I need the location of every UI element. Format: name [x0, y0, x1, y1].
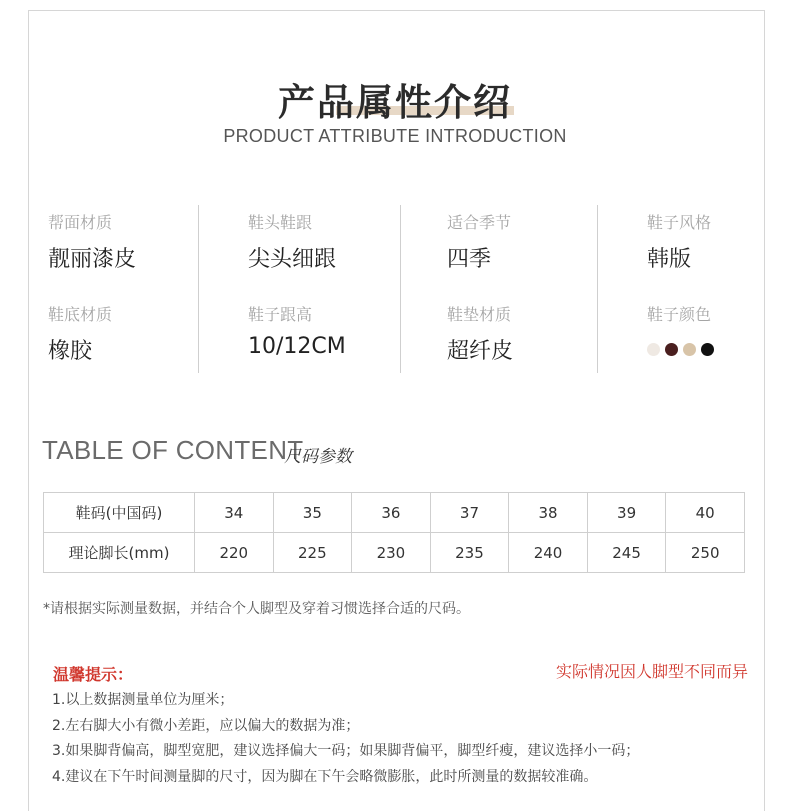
- attr-label-upper-material: 帮面材质: [48, 213, 113, 232]
- color-swatch: [701, 343, 714, 356]
- table-cell: 37: [430, 493, 509, 533]
- attr-value-insole-material: 超纤皮: [447, 339, 514, 364]
- row-header-shoe-size: 鞋码(中国码): [44, 493, 195, 533]
- attr-label-style: 鞋子风格: [647, 213, 712, 232]
- list-item: 2.左右脚大小有微小差距，应以偏大的数据为准；: [52, 717, 360, 734]
- table-cell: 40: [666, 493, 745, 533]
- table-cell: 225: [273, 533, 352, 573]
- table-cell: 245: [587, 533, 666, 573]
- tips-highlight: 实际情况因人脚型不同而异: [555, 662, 748, 681]
- attr-label-insole-material: 鞋垫材质: [447, 305, 512, 324]
- table-row: [44, 493, 745, 533]
- table-cell: 220: [195, 533, 274, 573]
- table-cell: 35: [273, 493, 352, 533]
- attribute-grid: [48, 205, 768, 373]
- list-item: 4.建议在下午时间测量脚的尺寸，因为脚在下午会略微膨胀，此时所测量的数据较准确。: [52, 768, 598, 785]
- table-cell: 250: [666, 533, 745, 573]
- table-cell: 230: [352, 533, 431, 573]
- page-title: 产品属性介绍: [278, 81, 512, 124]
- table-cell: 235: [430, 533, 509, 573]
- list-item: 1.以上数据测量单位为厘米；: [52, 692, 234, 708]
- table-cell: 36: [352, 493, 431, 533]
- table-cell: 38: [509, 493, 588, 533]
- attr-label-sole-material: 鞋底材质: [48, 305, 113, 324]
- color-swatch: [683, 343, 696, 356]
- column-divider: [400, 205, 401, 373]
- tips-title: 温馨提示：: [53, 665, 134, 684]
- size-note: *请根据实际测量数据，并结合个人脚型及穿着习惯选择合适的尺码。: [43, 601, 470, 617]
- table-row: [44, 533, 745, 573]
- color-swatch: [647, 343, 660, 356]
- attr-value-season: 四季: [447, 247, 492, 272]
- list-item: 3.如果脚背偏高，脚型宽肥，建议选择偏大一码；如果脚背偏平，脚型纤瘦，建议选择小一码；: [52, 743, 640, 759]
- attr-label-toe-heel: 鞋头鞋跟: [248, 213, 313, 232]
- table-cell: 34: [195, 493, 274, 533]
- color-swatch: [665, 343, 678, 356]
- page-subtitle: PRODUCT ATTRIBUTE INTRODUCTION: [223, 126, 567, 146]
- attr-label-heel-height: 鞋子跟高: [248, 305, 313, 324]
- tips-list: [52, 690, 639, 792]
- attr-value-style: 韩版: [647, 247, 692, 272]
- size-table: [43, 492, 745, 573]
- table-cell: 240: [509, 533, 588, 573]
- attr-value-sole-material: 橡胶: [48, 339, 93, 364]
- attr-value-heel-height: 10/12CM: [248, 334, 346, 359]
- row-header-foot-length: 理论脚长(mm): [44, 533, 195, 573]
- attr-value-upper-material: 靓丽漆皮: [48, 247, 137, 272]
- attr-value-toe-heel: 尖头细跟: [248, 247, 337, 272]
- column-divider: [198, 205, 199, 373]
- attr-label-season: 适合季节: [447, 213, 512, 232]
- column-divider: [597, 205, 598, 373]
- attr-label-color: 鞋子颜色: [647, 305, 712, 324]
- section-title-en: TABLE OF CONTENT: [42, 435, 304, 465]
- section-title-cn: 尺码参数: [284, 447, 352, 467]
- table-cell: 39: [587, 493, 666, 533]
